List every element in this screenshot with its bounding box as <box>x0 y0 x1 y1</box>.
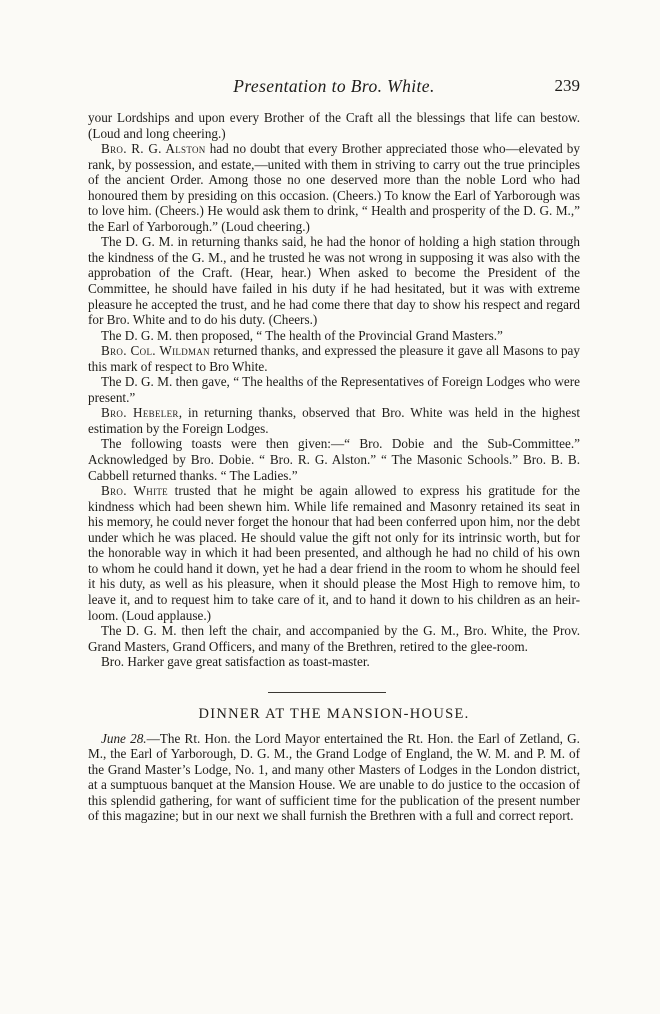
paragraph-text: returned thanks, and expressed the pleasure it gave all Masons to pay this mark of respect to Bro White. <box>88 343 580 374</box>
running-title: Presentation to Bro. White. <box>233 76 435 96</box>
page-number: 239 <box>554 76 580 95</box>
paragraph <box>88 405 580 436</box>
paragraph: The following toasts were then given:—“ Bro. Dobie and the Sub-Committee.” Acknowledged by Bro. Dobie. “ Bro. R. G. Alston.” “ The Masonic Schools.” Bro. B. B. Cabbell returned thanks. “ The Ladies.” <box>88 436 580 483</box>
section-date: June 28. <box>101 730 147 746</box>
paragraph-text: , in returning thanks, observed that Bro. White was held in the highest estimation by the Foreign Lodges. <box>88 405 580 436</box>
speaker-name: Bro. White <box>101 483 168 499</box>
paragraph <box>88 483 580 623</box>
paragraph: The D. G. M. then proposed, “ The health of the Provincial Grand Masters.” <box>101 327 503 343</box>
section-text: —The Rt. Hon. the Lord Mayor entertained the Rt. Hon. the Earl of Zetland, G. M., the Earl of Yarborough, D. G. M., the Grand Lodge of England, the W. M. and P. M. of the Grand Master’s Lodge, No. 1, and many other Masters of Lodges in the London district, at a sumptuous banquet at the Mansion House. We are unable to do justice to the occasion of this splendid gathering, for want of sufficient time for the publication of the present number of this magazine; but in our next we shall furnish the Brethren with a full and correct report. <box>88 730 580 824</box>
paragraph <box>88 343 580 374</box>
section-divider <box>88 670 580 704</box>
speaker-name: Bro. Hebeler <box>101 405 179 421</box>
page-header <box>88 76 580 98</box>
paragraph-text: had no doubt that every Brother appreciated those who—elevated by rank, by possession, and estate,—united with them in striving to carry out the true principles of the ancient Order. Among those no one deserved more than the noble Lord who had honoured them by presiding on this occasion. (Cheers.) To know the Earl of Yarborough was to love him. (Cheers.) He would ask them to drink, “ Health and prosperity of the D. G. M.,” the Earl of Yarborough.” (Loud cheering.) <box>88 141 580 234</box>
paragraph: The D. G. M. in returning thanks said, he had the honor of holding a high station through the kindness of the G. M., and he trusted he was not wrong in supposing it was also with the approbation of the Craft. (Hear, hear.) When asked to become the President of the Committee, he should have failed in his duty if he had hesitated, but it was with extreme pleasure he accepted the trust, and he had come there that day to show his respect and regard for Bro. White and to do his duty. (Cheers.) <box>88 234 580 328</box>
speaker-name: Bro. R. G. Alston <box>101 141 206 157</box>
paragraph <box>88 141 580 234</box>
article-body <box>88 110 580 824</box>
divider-rule <box>268 692 386 693</box>
paragraph: The D. G. M. then gave, “ The healths of the Representatives of Foreign Lodges who were present.” <box>88 374 580 405</box>
speaker-name: Bro. Col. Wildman <box>101 343 210 359</box>
paragraph: The D. G. M. then left the chair, and accompanied by the G. M., Bro. White, the Prov. Grand Masters, Grand Officers, and many of the Brethren, retired to the glee-room. <box>88 623 580 654</box>
paragraph-text: trusted that he might be again allowed to express his gratitude for the kindness which had been shewn him. While life remained and Masonry retained its seat in his memory, he could never forget the honour that had been conferred upon him, nor the debt under which he was placed. He should value the gift not only for its intrinsic worth, but for the honorable way in which it had been presented, and although he had no child of his own to whom he could hand it down, yet he had a dear friend in the room to whom he should feel it his duty, as well as his pleasure, when it should please the Most High to remove him, to leave it, and to request him to take care of it, and to hand it down to his children as an heir-loom. (Loud applause.) <box>88 483 580 623</box>
paragraph: Bro. Harker gave great satisfaction as toast-master. <box>101 654 370 670</box>
paragraph: your Lordships and upon every Brother of the Craft all the blessings that life can bestow. (Loud and long cheering.) <box>88 110 580 141</box>
section-paragraph <box>88 731 580 824</box>
section-title: DINNER AT THE MANSION-HOUSE. <box>198 705 470 722</box>
